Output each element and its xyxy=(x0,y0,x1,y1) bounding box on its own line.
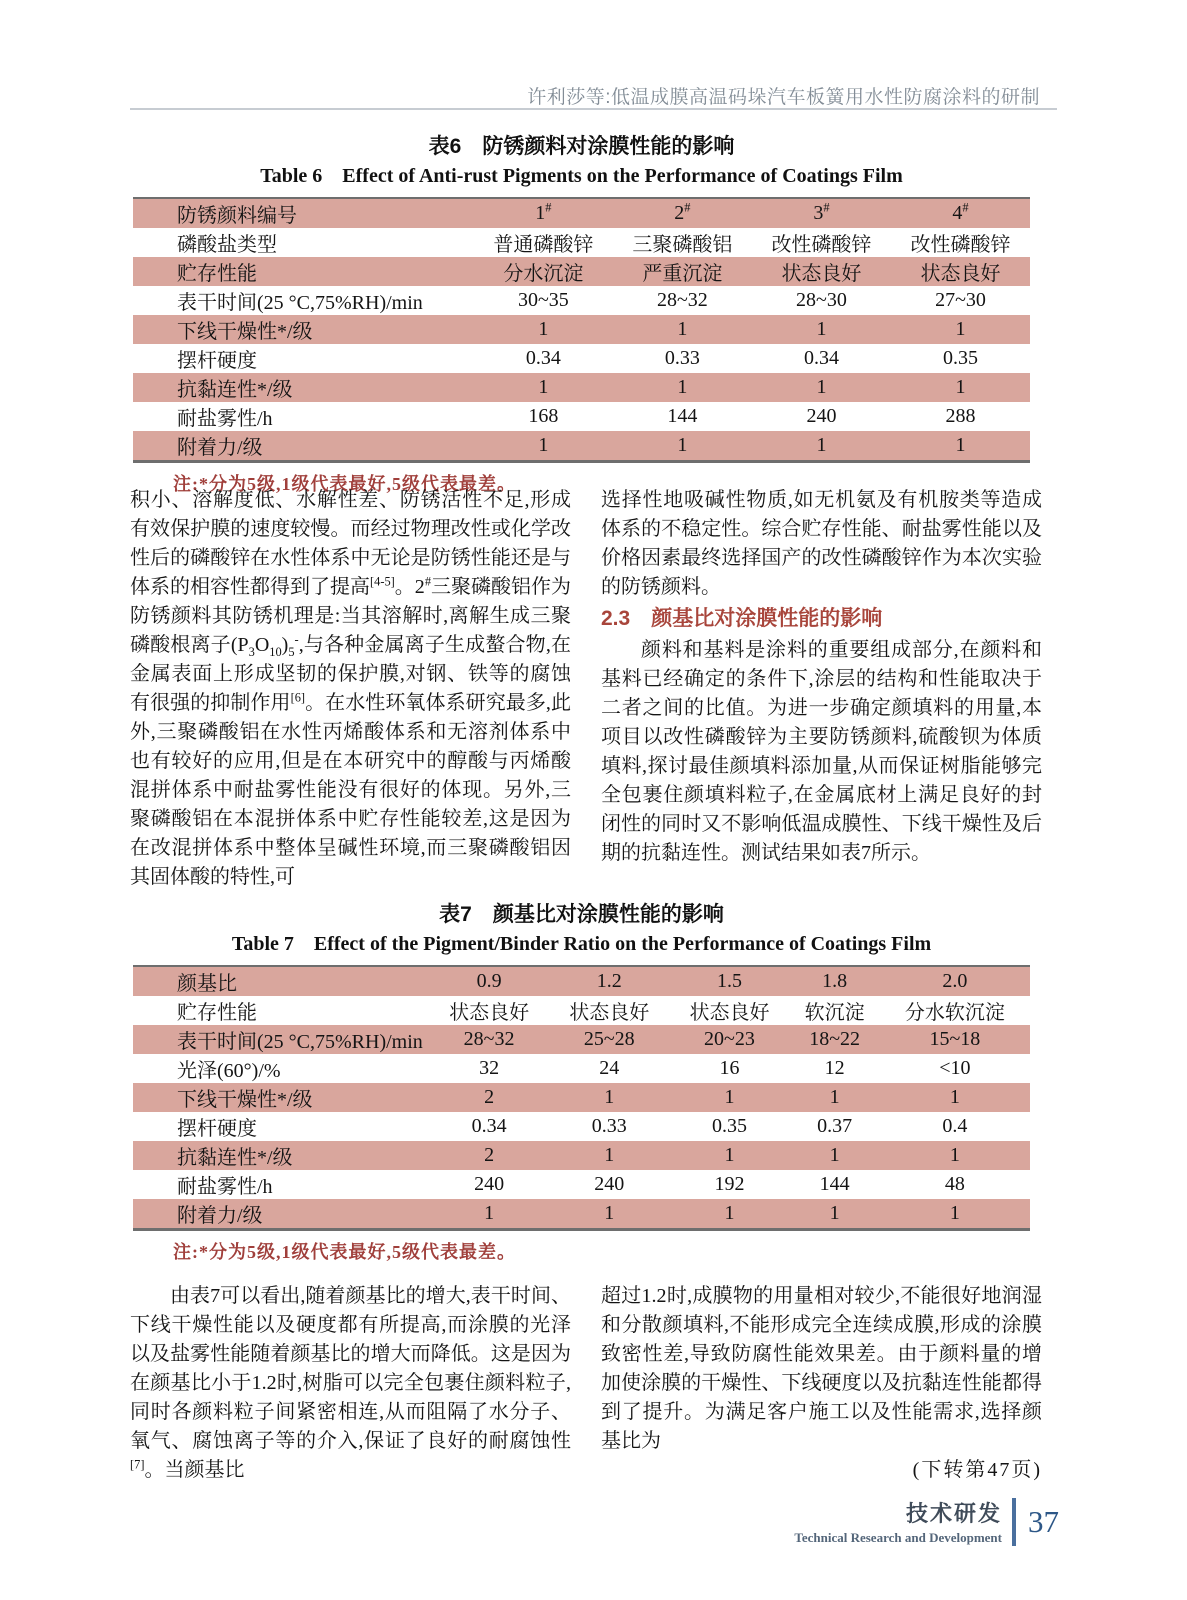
row-label: 贮存性能 xyxy=(177,1002,257,1024)
cell-value: 2# xyxy=(674,200,691,224)
row-label: 抗黏连性*/级 xyxy=(177,379,293,401)
row-label: 耐盐雾性/h xyxy=(177,1176,273,1198)
table-row xyxy=(133,1083,1030,1112)
cell-value: 0.9 xyxy=(476,970,502,992)
cell-value: 严重沉淀 xyxy=(642,263,723,285)
cell-value: 状态良好 xyxy=(569,1002,650,1024)
table6-caption-en: Table 6 Effect of Anti-rust Pigments on the Performance of Coatings Film xyxy=(260,165,903,187)
cell-value: 18~22 xyxy=(809,1028,861,1050)
row-label: 摆杆硬度 xyxy=(177,1118,257,1140)
cell-value: 1.5 xyxy=(716,970,742,992)
cell-value: 168 xyxy=(528,405,559,427)
cell-value: 普通磷酸锌 xyxy=(493,234,594,256)
cell-value: 1 xyxy=(604,1144,615,1166)
cell-value: 1# xyxy=(535,200,552,224)
cell-value: 2 xyxy=(484,1086,495,1108)
table-row xyxy=(133,1025,1030,1054)
cell-value: 30~35 xyxy=(517,289,569,311)
table-row xyxy=(133,198,1030,228)
left-column xyxy=(130,486,571,892)
row-label: 下线干燥性*/级 xyxy=(177,1089,313,1111)
body-text-block-2 xyxy=(130,1282,1042,1485)
row-label: 表干时间(25 °C,75%RH)/min xyxy=(177,292,423,314)
paragraph: 积小、溶解度低、水解性差、防锈活性不足,形成有效保护膜的速度较慢。而经过物理改性或化学改性后的磷酸锌在水性体系中无论是防锈性能还是与体系的相容性都得到了提高[4-5]。2#三聚磷酸铝作为防锈颜料其防锈机理是:当其溶解时,离解生成三聚磷酸根离子$(P_3O_{10})_5^-$,与各种金属离子生成螯合物,在金属表面上形成坚韧的保护膜,对钢、铁等的腐蚀有很强的抑制作用[6]。在水性环氧体系研究最多,此外,三聚磷酸铝在水性丙烯酸体系和无溶剂体系中也有较好的应用,但是在本研究中的醇酸与丙烯酸混拼体系中耐盐雾性能没有很好的体现。另外,三聚磷酸铝在本混拼体系中贮存性能较差,这是因为在改混拼体系中整体呈碱性环境,而三聚磷酸铝因其固体酸的特性,可 xyxy=(130,489,572,888)
cell-value: 15~18 xyxy=(929,1028,981,1050)
cell-value: <10 xyxy=(939,1057,971,1079)
left-column xyxy=(130,1282,571,1485)
cell-value: 1 xyxy=(955,434,966,456)
table-row xyxy=(133,1112,1030,1141)
cell-value: 1.8 xyxy=(822,970,848,992)
table7-caption-cn: 表7 颜基比对涂膜性能的影响 xyxy=(439,903,724,926)
cell-value: 12 xyxy=(824,1057,845,1079)
cell-value: 0.37 xyxy=(817,1115,853,1137)
cell-value: 32 xyxy=(479,1057,500,1079)
cell-value: 0.33 xyxy=(591,1115,627,1137)
cell-value: 1 xyxy=(677,434,688,456)
footer-section-cn: 技术研发 xyxy=(905,1501,1002,1526)
cell-value: 1.2 xyxy=(596,970,622,992)
cell-value: 48 xyxy=(944,1173,965,1195)
cell-value: 1 xyxy=(955,376,966,398)
header-rule xyxy=(130,108,1057,110)
cell-value: 240 xyxy=(594,1173,625,1195)
cell-value: 改性磷酸锌 xyxy=(771,234,872,256)
cell-value: 1 xyxy=(724,1144,735,1166)
cell-value: 1 xyxy=(604,1086,615,1108)
table7-block xyxy=(133,898,1030,1264)
table-row xyxy=(133,996,1030,1025)
cell-value: 1 xyxy=(955,318,966,340)
body-text-block-1 xyxy=(130,486,1042,892)
cell-value: 2.0 xyxy=(942,970,968,992)
cell-value: 软沉淀 xyxy=(804,1002,865,1024)
right-column xyxy=(601,486,1042,892)
cell-value: 192 xyxy=(714,1173,745,1195)
cell-value: 25~28 xyxy=(583,1028,635,1050)
cell-value: 0.34 xyxy=(471,1115,507,1137)
cell-value: 三聚磷酸铝 xyxy=(632,234,733,256)
table-row xyxy=(133,402,1030,431)
table-row xyxy=(133,286,1030,315)
table7 xyxy=(133,965,1030,1231)
cell-value: 1 xyxy=(816,434,827,456)
table-row xyxy=(133,344,1030,373)
cell-value: 1 xyxy=(724,1086,735,1108)
cell-value: 16 xyxy=(719,1057,740,1079)
cell-value: 240 xyxy=(474,1173,505,1195)
table-row xyxy=(133,1141,1030,1170)
cell-value: 0.33 xyxy=(664,347,700,369)
cell-value: 27~30 xyxy=(935,289,986,311)
row-label: 防锈颜料编号 xyxy=(177,205,297,227)
table-row xyxy=(133,966,1030,996)
row-label: 下线干燥性*/级 xyxy=(177,321,313,343)
cell-value: 1 xyxy=(949,1202,960,1224)
table7-note: 注:*分为5级,1级代表最好,5级代表最差。 xyxy=(173,1242,516,1262)
paragraph: 选择性地吸碱性物质,如无机氨及有机胺类等造成体系的不稳定性。综合贮存性能、耐盐雾性能以及价格因素最终选择国产的改性磷酸锌作为本次实验的防锈颜料。 xyxy=(601,489,1042,598)
cell-value: 1 xyxy=(538,434,549,456)
footer-section-en: Technical Research and Development xyxy=(794,1530,1002,1545)
cell-value: 1 xyxy=(829,1144,840,1166)
table-row xyxy=(133,315,1030,344)
cell-value: 状态良好 xyxy=(781,263,862,285)
page-number: 37 xyxy=(1028,1503,1059,1539)
cell-value: 0.35 xyxy=(711,1115,747,1137)
cell-value: 1 xyxy=(816,318,827,340)
right-column xyxy=(601,1282,1042,1485)
row-label: 附着力/级 xyxy=(177,1205,263,1227)
cell-value: 分水沉淀 xyxy=(503,263,584,285)
row-label: 颜基比 xyxy=(177,973,237,995)
table-row xyxy=(133,1170,1030,1199)
row-label: 光泽(60°)/% xyxy=(177,1060,281,1082)
cell-value: 4# xyxy=(952,200,969,224)
cell-value: 0.35 xyxy=(942,347,978,369)
cell-value: 1 xyxy=(604,1202,615,1224)
table-row xyxy=(133,257,1030,286)
row-label: 表干时间(25 °C,75%RH)/min xyxy=(177,1031,423,1053)
cell-value: 0.34 xyxy=(525,347,561,369)
cell-value: 3# xyxy=(813,200,830,224)
cell-value: 144 xyxy=(667,405,698,427)
paragraph: 颜料和基料是涂料的重要组成部分,在颜料和基料已经确定的条件下,涂层的结构和性能取决于二者之间的比值。为进一步确定颜填料的用量,本项目以改性磷酸锌为主要防锈颜料,硫酸钡为体质填料,探讨最佳颜填料添加量,从而保证树脂能够完全包裹住颜填料粒子,在金属底材上满足良好的封闭性的同时又不影响低温成膜性、下线干燥性及后期的抗黏连性。测试结果如表7所示。 xyxy=(601,639,1042,864)
cell-value: 1 xyxy=(949,1144,960,1166)
section-heading-2-3: 2.3 颜基比对涂膜性能的影响 xyxy=(601,607,883,630)
row-label: 附着力/级 xyxy=(177,437,263,459)
cell-value: 1 xyxy=(816,376,827,398)
cell-value: 28~32 xyxy=(656,289,708,311)
cell-value: 2 xyxy=(484,1144,495,1166)
cell-value: 分水软沉淀 xyxy=(904,1002,1005,1024)
cell-value: 0.34 xyxy=(803,347,839,369)
cell-value: 1 xyxy=(724,1202,735,1224)
cell-value: 1 xyxy=(829,1086,840,1108)
running-head: 许利莎等:低温成膜高温码垛汽车板簧用水性防腐涂料的研制 xyxy=(527,87,1040,108)
table-row xyxy=(133,228,1030,257)
cell-value: 288 xyxy=(945,405,976,427)
table-row xyxy=(133,1199,1030,1230)
footer-section-labels xyxy=(794,1497,1012,1546)
row-label: 摆杆硬度 xyxy=(177,350,257,372)
cell-value: 1 xyxy=(538,376,549,398)
table6-caption-cn: 表6 防锈颜料对涂膜性能的影响 xyxy=(428,135,735,158)
cell-value: 状态良好 xyxy=(689,1002,770,1024)
cell-value: 0.4 xyxy=(942,1115,968,1137)
cell-value: 144 xyxy=(819,1173,850,1195)
table-row xyxy=(133,431,1030,462)
table-row xyxy=(133,1054,1030,1083)
table6 xyxy=(133,197,1030,463)
cell-value: 1 xyxy=(677,376,688,398)
row-label: 贮存性能 xyxy=(177,263,257,285)
continuation-note: (下转第47页) xyxy=(912,1459,1042,1481)
cell-value: 28~32 xyxy=(463,1028,515,1050)
page-footer xyxy=(794,1497,1059,1546)
paragraph: 由表7可以看出,随着颜基比的增大,表干时间、下线干燥性能以及硬度都有所提高,而涂膜的光泽以及盐雾性能随着颜基比的增大而降低。这是因为在颜基比小于1.2时,树脂可以完全包裹住颜料粒子,同时各颜料粒子间紧密相连,从而阻隔了水分子、氧气、腐蚀离子等的介入,保证了良好的耐腐蚀性[7]。当颜基比 xyxy=(130,1285,571,1481)
row-label: 磷酸盐类型 xyxy=(177,234,277,256)
paragraph: 超过1.2时,成膜物的用量相对较少,不能很好地润湿和分散颜填料,不能形成完全连续成膜,形成的涂膜致密性差,导致防腐性能效果差。由于颜料量的增加使涂膜的干燥性、下线硬度以及抗黏连性能都得到了提升。为满足客户施工以及性能需求,选择颜基比为 xyxy=(601,1285,1042,1452)
cell-value: 1 xyxy=(677,318,688,340)
cell-value: 28~30 xyxy=(796,289,847,311)
cell-value: 24 xyxy=(599,1057,620,1079)
row-label: 抗黏连性*/级 xyxy=(177,1147,293,1169)
table7-caption-en: Table 7 Effect of the Pigment/Binder Ratio on the Performance of Coatings Film xyxy=(231,933,932,955)
cell-value: 1 xyxy=(829,1202,840,1224)
table6-note: 注:*分为5级,1级代表最好,5级代表最差。 xyxy=(173,474,516,494)
row-label: 耐盐雾性/h xyxy=(177,408,273,430)
table6-block xyxy=(133,130,1030,496)
cell-value: 改性磷酸锌 xyxy=(910,234,1011,256)
cell-value: 1 xyxy=(949,1086,960,1108)
cell-value: 状态良好 xyxy=(449,1002,530,1024)
cell-value: 1 xyxy=(484,1202,495,1224)
cell-value: 240 xyxy=(806,405,837,427)
table-row xyxy=(133,373,1030,402)
cell-value: 状态良好 xyxy=(920,263,1001,285)
cell-value: 20~23 xyxy=(704,1028,755,1050)
cell-value: 1 xyxy=(538,318,549,340)
